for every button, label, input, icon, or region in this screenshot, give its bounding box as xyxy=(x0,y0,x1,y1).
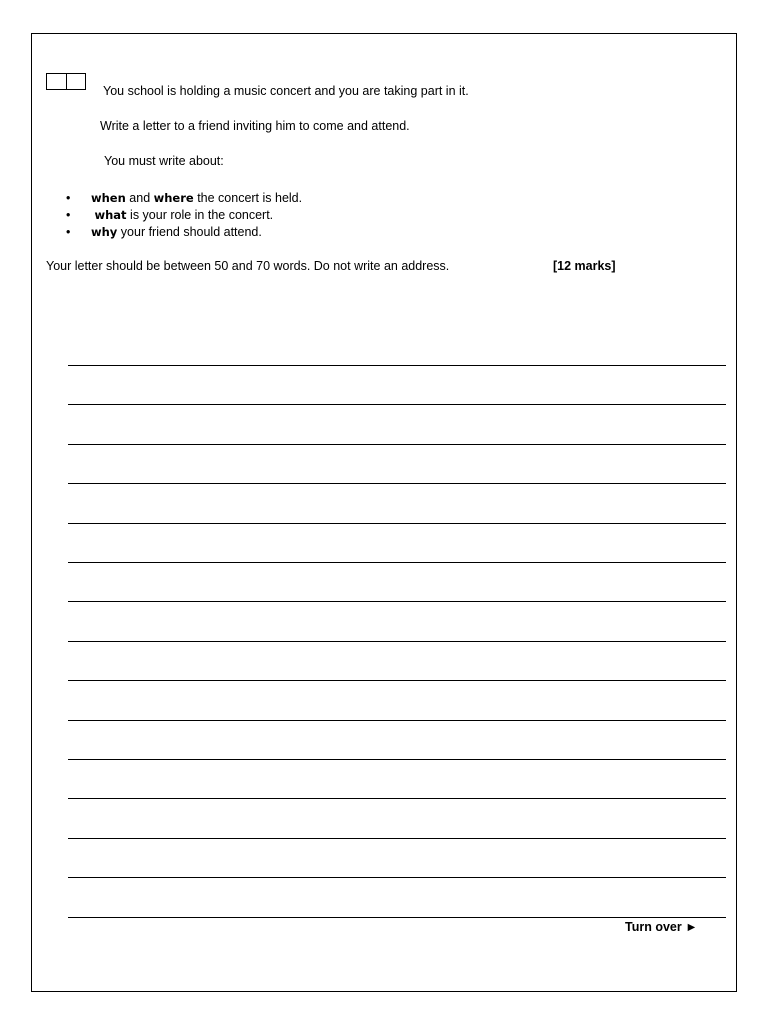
answer-line[interactable] xyxy=(68,562,726,563)
answer-line[interactable] xyxy=(68,917,726,918)
must-write-heading: You must write about: xyxy=(104,154,224,168)
answer-line[interactable] xyxy=(68,798,726,799)
word-limit-instruction: Your letter should be between 50 and 70 words. Do not write an address. xyxy=(46,259,450,273)
marks-label: [12 marks] xyxy=(553,259,616,273)
question-task: Write a letter to a friend inviting him to come and attend. xyxy=(100,119,410,133)
bullet-icon: • xyxy=(66,225,71,239)
answer-area[interactable] xyxy=(68,0,726,1024)
bullet-icon: • xyxy=(66,191,71,205)
answer-line[interactable] xyxy=(68,523,726,524)
requirement-text: the concert is held. xyxy=(193,191,303,205)
answer-line[interactable] xyxy=(68,444,726,445)
requirement-keyword: where xyxy=(153,191,194,205)
requirement-keyword: what xyxy=(94,208,127,222)
answer-line[interactable] xyxy=(68,877,726,878)
answer-line[interactable] xyxy=(68,365,726,366)
answer-line[interactable] xyxy=(68,404,726,405)
requirement-keyword: why xyxy=(91,225,118,239)
requirement-text: your friend should attend. xyxy=(117,225,262,239)
answer-line[interactable] xyxy=(68,720,726,721)
bullet-icon: • xyxy=(66,208,71,222)
turn-over-label: Turn over ► xyxy=(625,920,698,934)
requirement-keyword: when xyxy=(91,191,126,205)
requirement-connector: and xyxy=(125,191,154,205)
answer-line[interactable] xyxy=(68,483,726,484)
answer-line[interactable] xyxy=(68,838,726,839)
question-number-digit-1[interactable] xyxy=(47,74,67,89)
answer-line[interactable] xyxy=(68,759,726,760)
answer-line[interactable] xyxy=(68,641,726,642)
answer-line[interactable] xyxy=(68,680,726,681)
answer-line[interactable] xyxy=(68,601,726,602)
question-intro: You school is holding a music concert and you are taking part in it. xyxy=(103,84,469,98)
requirement-text: is your role in the concert. xyxy=(126,208,274,222)
